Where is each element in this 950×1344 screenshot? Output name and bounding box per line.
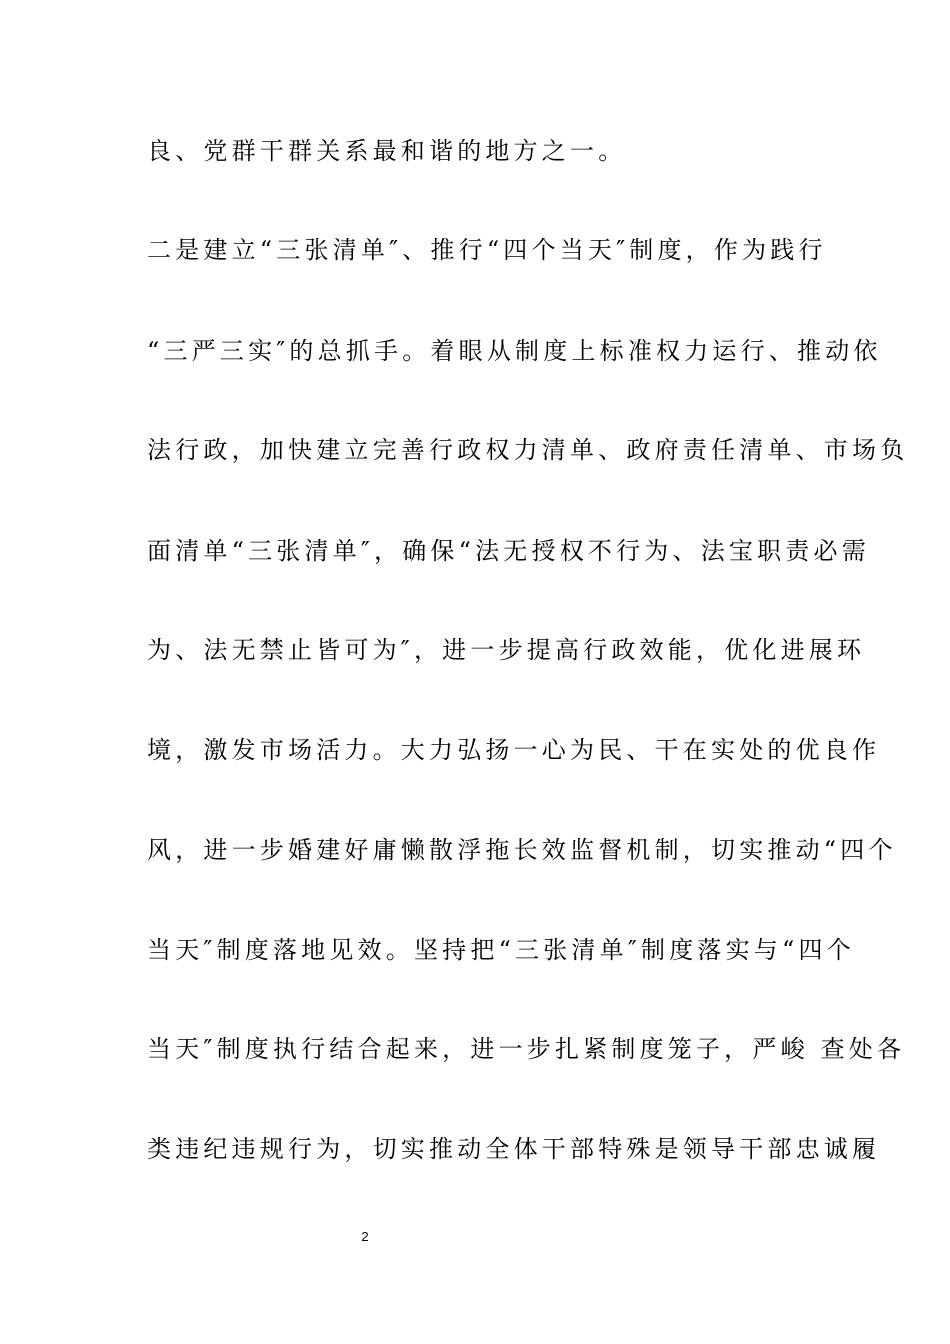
page-number: 2 <box>361 1229 369 1244</box>
text-line: 为、法无禁止皆可为″，进一步提高行政效能，优化进展环 <box>147 636 866 664</box>
text-line: “三严三实″的总抓手。着眼从制度上标准权力运行、推动依 <box>147 337 882 365</box>
text-line: 法行政，加快建立完善行政权力清单、政府责任清单、市场负 <box>147 436 909 464</box>
text-line: 风，进一步婚建好庸懒散浮拖长效监督机制，切实推动“四个 <box>147 836 897 864</box>
text-line: 当天″制度落地见效。坚持把“三张清单″制度落实与“四个 <box>147 936 855 964</box>
text-line: 二是建立“三张清单″、推行“四个当天″制度，作为践行 <box>147 236 827 264</box>
text-line: 当天″制度执行结合起来，进一步扎紧制度笼子，严峻 查处各 <box>147 1035 906 1063</box>
text-line: 面清单“三张清单″，确保“法无授权不行为、法宝职责必需 <box>147 537 870 565</box>
text-line: 境，激发市场活力。大力弘扬一心为民、干在实处的优良作 <box>147 736 881 764</box>
text-line: 良、党群干群关系最和谐的地方之一。 <box>147 137 627 165</box>
text-line: 类违纪违规行为，切实推动全体干部特殊是领导干部忠诚履 <box>147 1135 881 1163</box>
